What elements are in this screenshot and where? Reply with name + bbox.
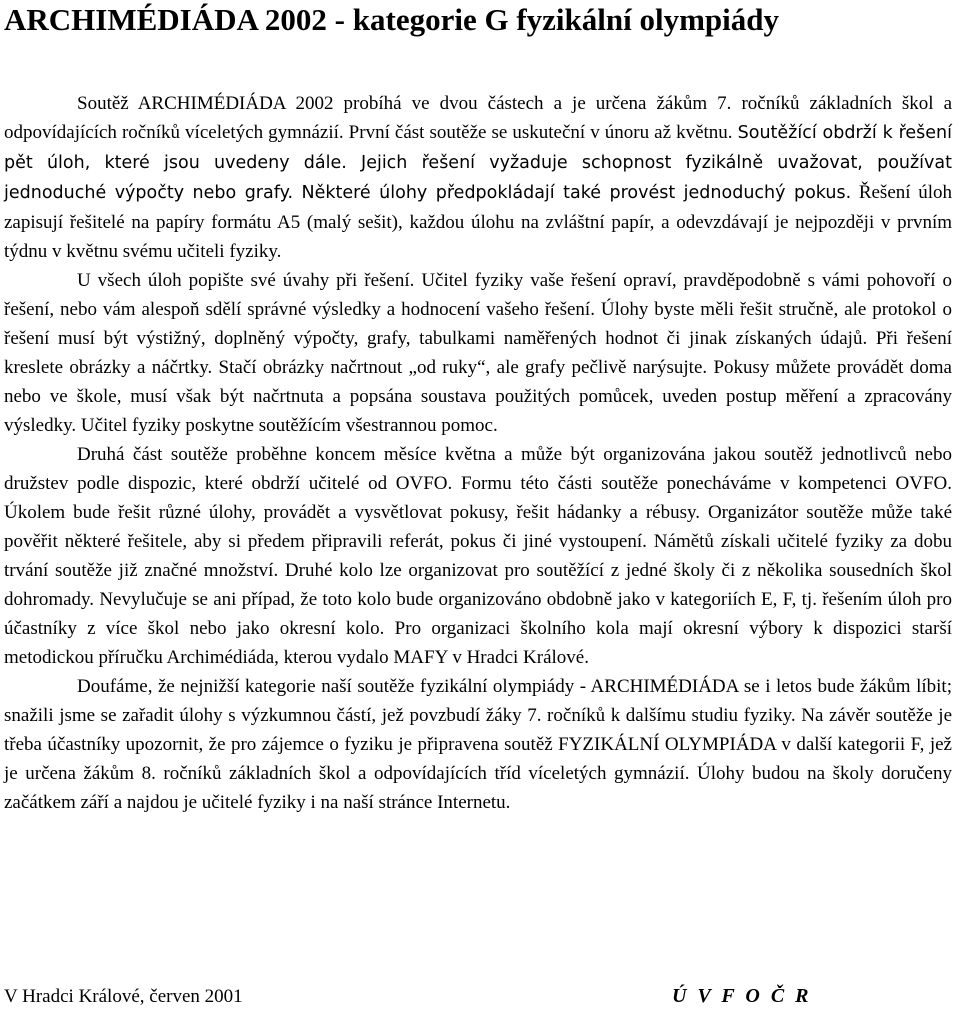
paragraph-second-round: Druhá část soutěže proběhne koncem měsíce května a může být organizována jakou soutěž jednotlivců nebo družstev podle dispozic, které obdrží učitelé od OVFO. Formu této části soutěže ponecháváme v kompetenci OVFO. Úkolem bude řešit různé úlohy, provádět a vysvětlovat pokusy, řešit hádanky a rébusy. Organizátor soutěže může také pověřit některé řešitele, aby si předem připravili referát, pokus či jiné vystoupení. Námětů získali učitelé fyziky za dobu trvání soutěže již značné množství. Druhé kolo lze organizovat pro soutěžící z jedné školy či z několika sousedních škol dohromady. Nevylučuje se ani případ, že toto kolo bude organizováno obdobně jako v kategoriích E, F, tj. řešením úloh pro účastníky z více škol nebo jako okresní kolo. Pro organizaci školního kola mají okresní výbory k dispozici starší metodickou příručku Archimédiáda, kterou vydalo MAFY v Hradci Králové. xyxy=(4,444,952,668)
paragraph-intro-part-3: Řešení úloh zapisují řešitelé na papíry formátu A5 (malý sešit), každou úlohu na zvláštní papír, a odevzdávají je nejpozději v prvním týdnu v květnu svému učiteli fyziky. xyxy=(4,182,952,262)
paragraph-intro-part-2: Soutěžící obdrží k řešení pět úloh, které jsou uvedeny dále. Jejich řešení vyžaduje schopnost fyzikálně uvažovat, používat jednoduché výpočty nebo grafy. Některé úlohy předpokládají také provést jednoduchý pokus. xyxy=(4,123,952,203)
document-title: ARCHIMÉDIÁDA 2002 - kategorie G fyzikální olympiády xyxy=(4,2,779,37)
document-body xyxy=(4,89,952,817)
paragraph-closing: Doufáme, že nejnižší kategorie naší soutěže fyzikální olympiády - ARCHIMÉDIÁDA se i letos bude žákům líbit; snažili jsme se zařadit úlohy s výzkumnou částí, jež povzbudí žáky 7. ročníků k dalšímu studiu fyziky. Na závěr soutěže je třeba účastníky upozornit, že pro zájemce o fyziku je připravena soutěž FYZIKÁLNÍ OLYMPIÁDA v další kategorii F, jež je určena žákům 8. ročníků základních škol a odpovídajících tříd víceletých gymnázií. Úlohy budou na školy doručeny začátkem září a najdou je učitelé fyziky i na naší stránce Internetu. xyxy=(4,676,952,813)
paragraph-intro xyxy=(4,89,952,266)
paragraph-intro-part-1: Soutěž ARCHIMÉDIÁDA 2002 probíhá ve dvou částech a je určena žákům 7. ročníků základních škol a odpovídajících ročníků víceletých gymnázií. První část soutěže se uskuteční v únoru až květnu. xyxy=(4,93,952,143)
signature: Ú V F O Č R xyxy=(672,985,812,1007)
paragraph-instructions: U všech úloh popište své úvahy při řešení. Učitel fyziky vaše řešení opraví, pravděpodobně s vámi pohovoří o řešení, nebo vám alespoň sdělí správné výsledky a hodnocení vašeho řešení. Úlohy byste měli řešit stručně, ale protokol o řešení musí být výstižný, doplněný výpočty, grafy, tabulkami naměřených hodnot či jinak získaných údajů. Při řešení kreslete obrázky a náčrtky. Stačí obrázky načrtnout „od ruky“, ale grafy pečlivě narýsujte. Pokusy můžete provádět doma nebo ve škole, musí však být načrtnuta a popsána soustava použitých pomůcek, uveden postup měření a zpracovány výsledky. Učitel fyziky poskytne soutěžícím všestrannou pomoc. xyxy=(4,270,952,436)
place-date: V Hradci Králové, červen 2001 xyxy=(4,986,243,1007)
